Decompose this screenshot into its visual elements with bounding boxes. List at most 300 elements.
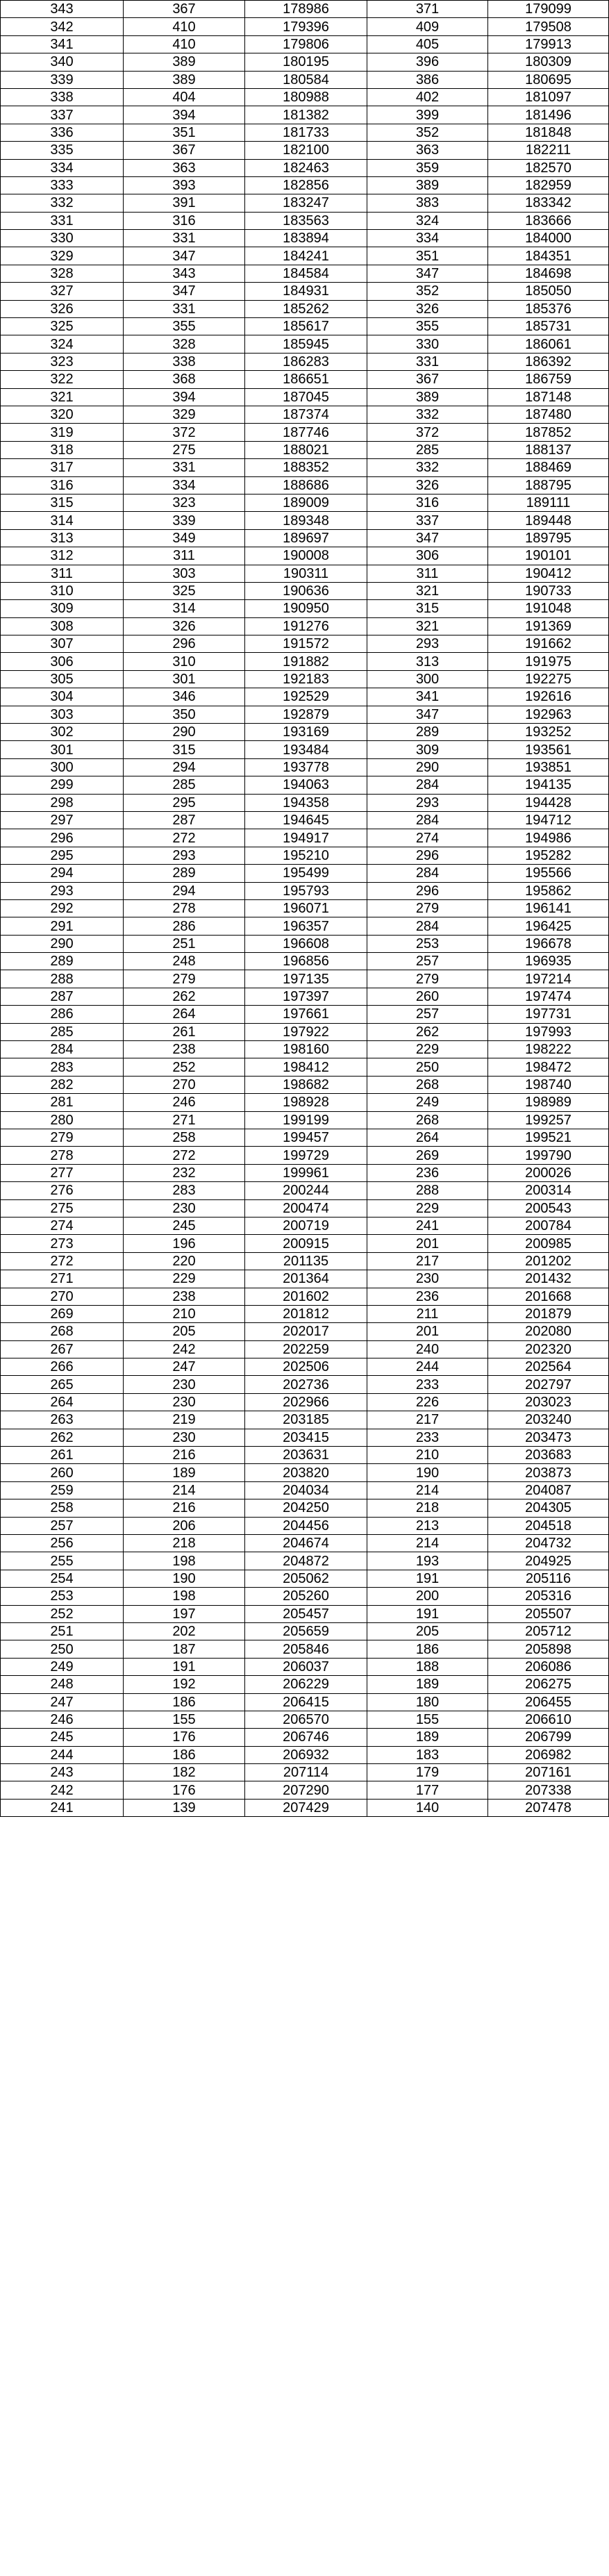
- cell-cumulative-a: 196856: [245, 953, 367, 970]
- table-row: [1, 1481, 609, 1499]
- table-row: [1, 1, 609, 18]
- cell-count-a: 189: [124, 1464, 245, 1481]
- table-row: [1, 1023, 609, 1040]
- cell-cumulative-a: 207429: [245, 1799, 367, 1816]
- cell-cumulative-b: 184000: [488, 230, 609, 247]
- cell-cumulative-a: 204456: [245, 1517, 367, 1534]
- cell-cumulative-a: 189697: [245, 529, 367, 547]
- cell-count-a: 264: [124, 1006, 245, 1023]
- table-row: [1, 1323, 609, 1340]
- table-row: [1, 1305, 609, 1322]
- table-row: [1, 1376, 609, 1393]
- cell-cumulative-a: 189348: [245, 512, 367, 529]
- cell-cumulative-a: 199961: [245, 1164, 367, 1181]
- table-row: [1, 1693, 609, 1711]
- cell-cumulative-a: 191276: [245, 617, 367, 635]
- cell-count-a: 363: [124, 159, 245, 176]
- cell-count-a: 279: [124, 970, 245, 988]
- cell-cumulative-b: 207478: [488, 1799, 609, 1816]
- cell-count-b: 355: [367, 318, 488, 335]
- cell-cumulative-a: 204674: [245, 1534, 367, 1552]
- cell-count-a: 393: [124, 176, 245, 194]
- cell-count-b: 250: [367, 1058, 488, 1076]
- cell-count-b: 367: [367, 371, 488, 388]
- cell-score: 306: [1, 653, 124, 670]
- cell-cumulative-a: 199457: [245, 1129, 367, 1147]
- cell-cumulative-b: 181848: [488, 124, 609, 141]
- cell-cumulative-b: 189448: [488, 512, 609, 529]
- cell-count-b: 213: [367, 1517, 488, 1534]
- table-row: [1, 917, 609, 935]
- cell-cumulative-b: 203473: [488, 1429, 609, 1446]
- cell-cumulative-a: 203820: [245, 1464, 367, 1481]
- cell-count-b: 236: [367, 1288, 488, 1305]
- table-row: [1, 1622, 609, 1640]
- cell-cumulative-b: 189111: [488, 494, 609, 511]
- cell-count-a: 347: [124, 247, 245, 265]
- cell-cumulative-b: 188469: [488, 459, 609, 476]
- table-row: [1, 1270, 609, 1288]
- cell-cumulative-a: 205846: [245, 1640, 367, 1658]
- cell-cumulative-a: 201602: [245, 1288, 367, 1305]
- cell-cumulative-a: 201135: [245, 1252, 367, 1270]
- cell-count-b: 191: [367, 1570, 488, 1587]
- table-row: [1, 776, 609, 794]
- cell-score: 270: [1, 1288, 124, 1305]
- cell-score: 322: [1, 371, 124, 388]
- cell-count-b: 279: [367, 970, 488, 988]
- table-row: [1, 1217, 609, 1234]
- table-row: [1, 882, 609, 899]
- cell-cumulative-a: 198412: [245, 1058, 367, 1076]
- cell-score: 334: [1, 159, 124, 176]
- cell-count-b: 229: [367, 1041, 488, 1058]
- cell-count-a: 311: [124, 547, 245, 565]
- cell-count-b: 269: [367, 1147, 488, 1164]
- cell-count-b: 293: [367, 794, 488, 811]
- table-row: [1, 371, 609, 388]
- cell-count-a: 272: [124, 1147, 245, 1164]
- table-row: [1, 406, 609, 423]
- cell-count-a: 389: [124, 71, 245, 88]
- cell-count-b: 190: [367, 1464, 488, 1481]
- cell-cumulative-b: 206982: [488, 1746, 609, 1763]
- cell-cumulative-b: 200784: [488, 1217, 609, 1234]
- cell-count-a: 287: [124, 811, 245, 829]
- cell-cumulative-b: 196678: [488, 935, 609, 952]
- cell-cumulative-a: 198928: [245, 1094, 367, 1111]
- cell-score: 338: [1, 88, 124, 106]
- cell-cumulative-a: 204250: [245, 1499, 367, 1517]
- table-row: [1, 176, 609, 194]
- cell-count-b: 306: [367, 547, 488, 565]
- table-row: [1, 582, 609, 599]
- cell-cumulative-a: 204872: [245, 1552, 367, 1570]
- cell-count-a: 310: [124, 653, 245, 670]
- cell-count-a: 349: [124, 529, 245, 547]
- cell-cumulative-a: 206037: [245, 1658, 367, 1675]
- table-row: [1, 935, 609, 952]
- cell-score: 258: [1, 1499, 124, 1517]
- cell-cumulative-b: 185376: [488, 300, 609, 317]
- cell-count-b: 332: [367, 459, 488, 476]
- cell-score: 339: [1, 71, 124, 88]
- cell-score: 242: [1, 1781, 124, 1799]
- cell-count-a: 278: [124, 899, 245, 917]
- cell-count-a: 238: [124, 1288, 245, 1305]
- cell-score: 325: [1, 318, 124, 335]
- cell-count-a: 334: [124, 476, 245, 494]
- cell-count-b: 402: [367, 88, 488, 106]
- cell-count-a: 205: [124, 1323, 245, 1340]
- cell-cumulative-a: 205062: [245, 1570, 367, 1587]
- cell-count-b: 326: [367, 476, 488, 494]
- table-row: [1, 1464, 609, 1481]
- cell-cumulative-a: 194645: [245, 811, 367, 829]
- cell-score: 340: [1, 53, 124, 71]
- table-row: [1, 1182, 609, 1199]
- cell-cumulative-b: 185731: [488, 318, 609, 335]
- table-row: [1, 1147, 609, 1164]
- cell-cumulative-b: 179099: [488, 1, 609, 18]
- cell-score: 251: [1, 1622, 124, 1640]
- cell-cumulative-b: 199521: [488, 1129, 609, 1147]
- cell-cumulative-b: 196425: [488, 917, 609, 935]
- cell-cumulative-a: 197135: [245, 970, 367, 988]
- cell-cumulative-a: 190950: [245, 600, 367, 617]
- table-row: [1, 635, 609, 653]
- cell-cumulative-b: 203873: [488, 1464, 609, 1481]
- cell-count-b: 264: [367, 1129, 488, 1147]
- cell-cumulative-b: 179913: [488, 35, 609, 53]
- table-row: [1, 1447, 609, 1464]
- cell-cumulative-b: 202797: [488, 1376, 609, 1393]
- cell-cumulative-a: 200474: [245, 1199, 367, 1217]
- cell-cumulative-a: 184931: [245, 283, 367, 300]
- cell-score: 293: [1, 882, 124, 899]
- table-row: [1, 706, 609, 723]
- cell-score: 336: [1, 124, 124, 141]
- cell-count-a: 394: [124, 388, 245, 406]
- table-row: [1, 988, 609, 1005]
- cell-cumulative-b: 193252: [488, 724, 609, 741]
- cell-score: 252: [1, 1605, 124, 1622]
- cell-count-a: 198: [124, 1588, 245, 1605]
- cell-count-b: 200: [367, 1588, 488, 1605]
- cell-cumulative-a: 206746: [245, 1729, 367, 1746]
- cell-cumulative-a: 190008: [245, 547, 367, 565]
- cell-score: 312: [1, 547, 124, 565]
- cell-count-a: 251: [124, 935, 245, 952]
- cell-count-a: 283: [124, 1182, 245, 1199]
- cell-cumulative-b: 201202: [488, 1252, 609, 1270]
- table-row: [1, 653, 609, 670]
- table-row: [1, 335, 609, 353]
- cell-cumulative-a: 206570: [245, 1711, 367, 1728]
- cell-count-a: 186: [124, 1693, 245, 1711]
- cell-score: 259: [1, 1481, 124, 1499]
- cell-count-b: 193: [367, 1552, 488, 1570]
- table-row: [1, 565, 609, 582]
- cell-count-b: 389: [367, 388, 488, 406]
- cell-score: 249: [1, 1658, 124, 1675]
- cell-cumulative-a: 194358: [245, 794, 367, 811]
- cell-score: 264: [1, 1393, 124, 1411]
- table-row: [1, 71, 609, 88]
- cell-count-b: 155: [367, 1711, 488, 1728]
- cell-cumulative-b: 194428: [488, 794, 609, 811]
- cell-cumulative-a: 192879: [245, 706, 367, 723]
- cell-count-a: 343: [124, 265, 245, 282]
- cell-count-b: 268: [367, 1076, 488, 1093]
- cell-cumulative-b: 206275: [488, 1676, 609, 1693]
- cell-score: 301: [1, 741, 124, 758]
- cell-count-a: 229: [124, 1270, 245, 1288]
- table-row: [1, 106, 609, 124]
- cell-cumulative-a: 183247: [245, 194, 367, 212]
- cell-cumulative-b: 194135: [488, 776, 609, 794]
- cell-count-b: 226: [367, 1393, 488, 1411]
- table-row: [1, 1288, 609, 1305]
- cell-cumulative-a: 192183: [245, 670, 367, 688]
- cell-count-b: 334: [367, 230, 488, 247]
- cell-score: 294: [1, 865, 124, 882]
- cell-count-b: 180: [367, 1693, 488, 1711]
- cell-score: 276: [1, 1182, 124, 1199]
- cell-score: 248: [1, 1676, 124, 1693]
- table-row: [1, 212, 609, 229]
- table-row: [1, 230, 609, 247]
- cell-count-b: 274: [367, 829, 488, 847]
- cell-score: 309: [1, 600, 124, 617]
- cell-score: 283: [1, 1058, 124, 1076]
- cell-cumulative-a: 194917: [245, 829, 367, 847]
- cell-cumulative-b: 182570: [488, 159, 609, 176]
- cell-count-a: 198: [124, 1552, 245, 1570]
- cell-cumulative-b: 205116: [488, 1570, 609, 1587]
- cell-cumulative-a: 200244: [245, 1182, 367, 1199]
- cell-score: 314: [1, 512, 124, 529]
- cell-score: 256: [1, 1534, 124, 1552]
- cell-score: 319: [1, 424, 124, 441]
- cell-cumulative-b: 182211: [488, 142, 609, 159]
- table-row: [1, 476, 609, 494]
- table-row: [1, 247, 609, 265]
- cell-score: 284: [1, 1041, 124, 1058]
- table-row: [1, 1058, 609, 1076]
- cell-cumulative-b: 207338: [488, 1781, 609, 1799]
- table-row: [1, 1534, 609, 1552]
- cell-cumulative-b: 179508: [488, 18, 609, 35]
- table-row: [1, 283, 609, 300]
- cell-cumulative-b: 199257: [488, 1111, 609, 1129]
- table-row: [1, 1499, 609, 1517]
- cell-count-a: 389: [124, 53, 245, 71]
- cell-count-a: 216: [124, 1447, 245, 1464]
- cell-score: 272: [1, 1252, 124, 1270]
- table-row: [1, 424, 609, 441]
- cell-count-b: 399: [367, 106, 488, 124]
- table-row: [1, 142, 609, 159]
- cell-cumulative-a: 180195: [245, 53, 367, 71]
- table-row: [1, 758, 609, 776]
- cell-count-b: 296: [367, 847, 488, 864]
- cell-score: 268: [1, 1323, 124, 1340]
- table-row: [1, 1588, 609, 1605]
- cell-cumulative-b: 185050: [488, 283, 609, 300]
- table-row: [1, 1517, 609, 1534]
- cell-cumulative-b: 207161: [488, 1764, 609, 1781]
- cell-cumulative-b: 187148: [488, 388, 609, 406]
- cell-cumulative-a: 193778: [245, 758, 367, 776]
- cell-cumulative-a: 202259: [245, 1340, 367, 1358]
- cell-count-a: 323: [124, 494, 245, 511]
- cell-count-b: 296: [367, 882, 488, 899]
- cell-cumulative-b: 188795: [488, 476, 609, 494]
- table-row: [1, 441, 609, 458]
- cell-score: 321: [1, 388, 124, 406]
- cell-cumulative-a: 197661: [245, 1006, 367, 1023]
- cell-count-b: 211: [367, 1305, 488, 1322]
- cell-count-a: 355: [124, 318, 245, 335]
- cell-score: 302: [1, 724, 124, 741]
- cell-cumulative-b: 194712: [488, 811, 609, 829]
- cell-count-a: 346: [124, 688, 245, 706]
- cell-cumulative-a: 195499: [245, 865, 367, 882]
- table-row: [1, 794, 609, 811]
- cell-cumulative-a: 187746: [245, 424, 367, 441]
- cell-score: 254: [1, 1570, 124, 1587]
- cell-count-b: 337: [367, 512, 488, 529]
- cell-score: 285: [1, 1023, 124, 1040]
- cell-count-a: 410: [124, 18, 245, 35]
- cell-count-a: 230: [124, 1199, 245, 1217]
- table-row: [1, 388, 609, 406]
- cell-count-a: 232: [124, 1164, 245, 1181]
- cell-count-b: 257: [367, 1006, 488, 1023]
- cell-count-b: 371: [367, 1, 488, 18]
- cell-count-b: 352: [367, 124, 488, 141]
- cell-count-a: 329: [124, 406, 245, 423]
- cell-count-b: 409: [367, 18, 488, 35]
- cell-cumulative-b: 190412: [488, 565, 609, 582]
- cell-count-a: 372: [124, 424, 245, 441]
- cell-count-b: 140: [367, 1799, 488, 1816]
- cell-count-a: 286: [124, 917, 245, 935]
- cell-count-a: 190: [124, 1570, 245, 1587]
- cell-count-a: 245: [124, 1217, 245, 1234]
- cell-cumulative-a: 193484: [245, 741, 367, 758]
- cell-count-b: 285: [367, 441, 488, 458]
- table-row: [1, 1676, 609, 1693]
- cell-score: 331: [1, 212, 124, 229]
- cell-score: 316: [1, 476, 124, 494]
- cell-count-a: 294: [124, 882, 245, 899]
- cell-cumulative-b: 198222: [488, 1041, 609, 1058]
- cell-cumulative-b: 204305: [488, 1499, 609, 1517]
- cell-score: 318: [1, 441, 124, 458]
- cell-cumulative-a: 182100: [245, 142, 367, 159]
- cell-cumulative-b: 206455: [488, 1693, 609, 1711]
- cell-cumulative-b: 183666: [488, 212, 609, 229]
- cell-count-a: 191: [124, 1658, 245, 1675]
- cell-score: 271: [1, 1270, 124, 1288]
- cell-count-a: 262: [124, 988, 245, 1005]
- cell-score: 323: [1, 353, 124, 370]
- cell-cumulative-b: 196935: [488, 953, 609, 970]
- table-row: [1, 35, 609, 53]
- cell-cumulative-a: 200915: [245, 1235, 367, 1252]
- cell-count-b: 186: [367, 1640, 488, 1658]
- cell-cumulative-b: 204087: [488, 1481, 609, 1499]
- cell-count-a: 218: [124, 1534, 245, 1552]
- cell-cumulative-a: 205659: [245, 1622, 367, 1640]
- cell-cumulative-b: 203240: [488, 1411, 609, 1429]
- table-row: [1, 18, 609, 35]
- cell-cumulative-a: 182856: [245, 176, 367, 194]
- cell-count-a: 347: [124, 283, 245, 300]
- cell-count-b: 177: [367, 1781, 488, 1799]
- table-row: [1, 1570, 609, 1587]
- cell-cumulative-b: 203683: [488, 1447, 609, 1464]
- table-row: [1, 353, 609, 370]
- cell-score: 292: [1, 899, 124, 917]
- cell-count-a: 367: [124, 1, 245, 18]
- table-row: [1, 1340, 609, 1358]
- cell-count-b: 386: [367, 71, 488, 88]
- cell-count-a: 197: [124, 1605, 245, 1622]
- cell-count-b: 396: [367, 53, 488, 71]
- cell-score: 299: [1, 776, 124, 794]
- cell-cumulative-b: 187480: [488, 406, 609, 423]
- cell-cumulative-b: 201432: [488, 1270, 609, 1288]
- cell-count-b: 257: [367, 953, 488, 970]
- cell-count-a: 139: [124, 1799, 245, 1816]
- cell-cumulative-a: 195793: [245, 882, 367, 899]
- cell-cumulative-b: 205712: [488, 1622, 609, 1640]
- cell-cumulative-a: 185945: [245, 335, 367, 353]
- cell-score: 315: [1, 494, 124, 511]
- cell-cumulative-a: 183894: [245, 230, 367, 247]
- cell-score: 341: [1, 35, 124, 53]
- table-row: [1, 1711, 609, 1728]
- cell-score: 330: [1, 230, 124, 247]
- table-row: [1, 547, 609, 565]
- table-row: [1, 1799, 609, 1816]
- cell-count-b: 210: [367, 1447, 488, 1464]
- cell-cumulative-a: 203415: [245, 1429, 367, 1446]
- cell-count-a: 176: [124, 1781, 245, 1799]
- cell-count-a: 238: [124, 1041, 245, 1058]
- cell-cumulative-a: 195210: [245, 847, 367, 864]
- cell-count-a: 325: [124, 582, 245, 599]
- cell-cumulative-a: 197397: [245, 988, 367, 1005]
- cell-score: 277: [1, 1164, 124, 1181]
- cell-score: 244: [1, 1746, 124, 1763]
- cell-score: 311: [1, 565, 124, 582]
- cell-count-a: 331: [124, 230, 245, 247]
- cell-cumulative-a: 203631: [245, 1447, 367, 1464]
- cell-cumulative-b: 192963: [488, 706, 609, 723]
- cell-count-a: 176: [124, 1729, 245, 1746]
- cell-count-b: 315: [367, 600, 488, 617]
- cell-score: 304: [1, 688, 124, 706]
- cell-score: 281: [1, 1094, 124, 1111]
- cell-count-a: 210: [124, 1305, 245, 1322]
- cell-count-b: 233: [367, 1429, 488, 1446]
- cell-count-b: 352: [367, 283, 488, 300]
- cell-count-a: 155: [124, 1711, 245, 1728]
